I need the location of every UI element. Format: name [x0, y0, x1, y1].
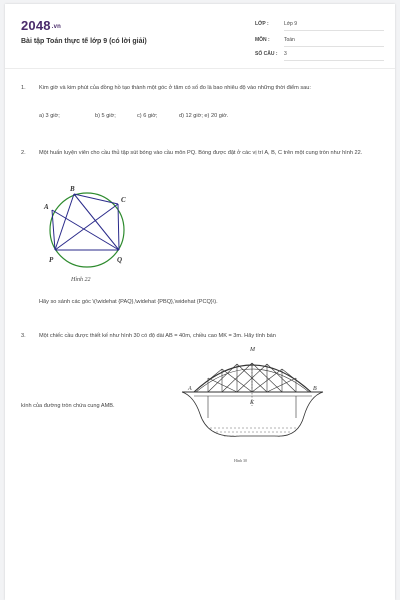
- meta-subject-key: MÔN :: [255, 37, 270, 43]
- question-3: [21, 332, 381, 342]
- option-a: a) 3 giờ;: [39, 113, 60, 119]
- document-title: Bài tập Toán thực tế lớp 9 (có lời giải): [21, 38, 147, 45]
- goal-arc: [50, 193, 124, 267]
- meta-grade-value: Lớp 9: [284, 21, 384, 31]
- label-q: Q: [117, 256, 123, 264]
- question-text-continuation: kính của đường tròn chứa cung AMB.: [21, 403, 115, 409]
- label-c: C: [121, 196, 126, 204]
- question-number: 1.: [21, 85, 26, 91]
- header-divider: [5, 68, 395, 69]
- option-c: c) 6 giờ;: [137, 113, 158, 119]
- question-text: Kim giờ và kim phút của đồng hồ tạo thành một góc ở tâm có số đo là bao nhiêu độ vào những thời điểm sau:: [39, 85, 311, 91]
- document-page: [5, 4, 395, 600]
- question-text: Một huấn luyện viên cho cầu thủ tập sút bóng vào cầu môn PQ. Bóng được đặt ở các vị trí A, B, C trên một cung tròn như hình 22.: [39, 150, 363, 156]
- question-2: [21, 149, 381, 169]
- document-header: [5, 4, 395, 66]
- figure-22-caption: Hình 22: [71, 277, 91, 283]
- segment-cp: [55, 204, 118, 250]
- question-number: 3.: [21, 333, 26, 339]
- figure-22: [39, 182, 139, 272]
- question-3-continuation: [21, 402, 181, 412]
- meta-count-key: SỐ CÂU :: [255, 51, 278, 57]
- site-logo[interactable]: [21, 18, 61, 33]
- option-b: b) 5 giờ;: [95, 113, 116, 119]
- river-bank: [182, 392, 323, 436]
- label-a: A: [188, 386, 192, 392]
- figure-30-caption: Hình 30: [234, 458, 247, 463]
- figure-30: [180, 344, 325, 466]
- question-2-prompt: [21, 298, 381, 308]
- meta-subject-value: Toán: [284, 37, 384, 47]
- answer-options: [39, 112, 379, 121]
- question-number: 2.: [21, 150, 26, 156]
- brand-tld: .vn: [51, 24, 62, 30]
- label-b: B: [313, 386, 317, 392]
- label-b: B: [70, 185, 75, 193]
- meta-count-value: 3: [284, 51, 384, 61]
- label-m: M: [250, 347, 255, 353]
- meta-grade-key: LỚP :: [255, 21, 269, 27]
- question-1: [21, 84, 381, 128]
- question-text: Một chiếc cầu được thiết kế như hình 30 có độ dài AB = 40m, chiều cao MK = 3m. Hãy tính bán: [39, 333, 276, 339]
- label-a: A: [44, 203, 49, 211]
- option-d-e: d) 12 giờ; e) 20 giờ.: [179, 113, 229, 119]
- question-prompt: Hãy so sánh các góc \(\widehat {PAQ},\widehat {PBQ},\widehat {PCQ}\).: [39, 299, 218, 305]
- label-k: K: [250, 400, 255, 406]
- brand-name: 2048: [21, 18, 51, 33]
- label-p: P: [49, 256, 54, 264]
